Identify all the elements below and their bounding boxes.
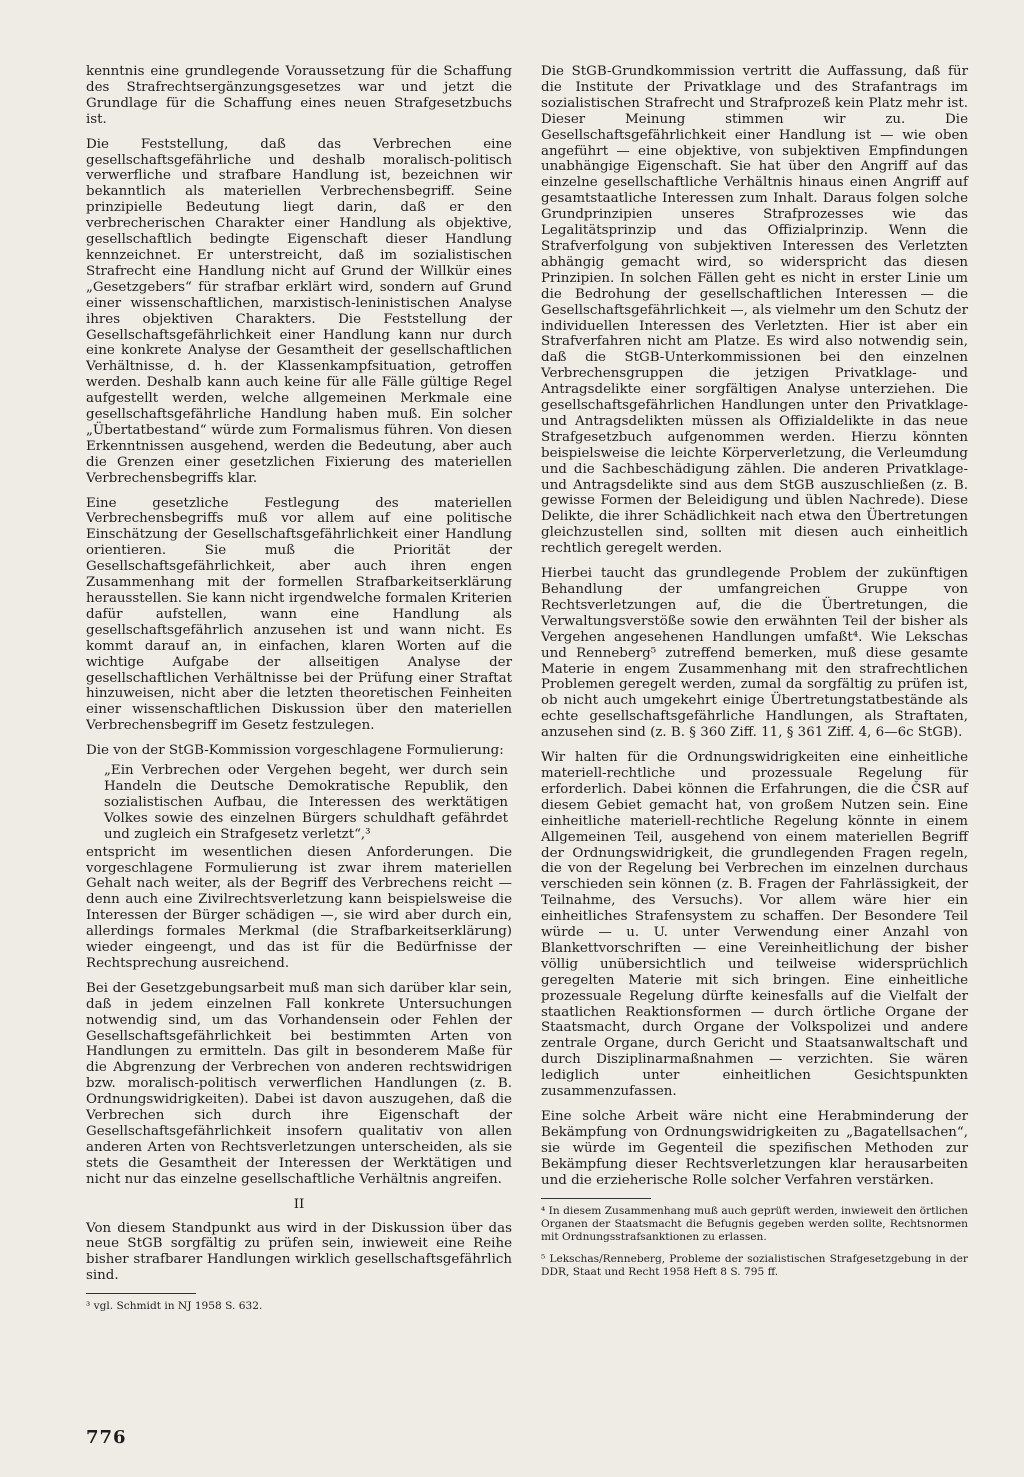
paragraph: Eine solche Arbeit wäre nicht eine Herabminderung der Bekämpfung von Ordnungswidrigkeiten zu „Bagatellsachen“, sie würde im Gegenteil die spezifischen Methoden zur Bekämpfung dieser Rechtsverletzungen klar herausarbeiten und die erzieherische Rolle solcher Verfahren verstärken.	[541, 1109, 968, 1188]
footnote-divider	[541, 1198, 651, 1199]
quote-block: „Ein Verbrechen oder Vergehen begeht, wer durch sein Handeln die Deutsche Demokratische Republik, den sozialistischen Aufbau, die Interessen des werktätigen Volkes sowie des einzelnen Bürgers schuldhaft gefährdet und zugleich ein Strafgesetz verletzt“,³	[104, 763, 508, 842]
footnote-divider	[86, 1293, 196, 1294]
paragraph: Eine gesetzliche Festlegung des materiellen Verbrechensbegriffs muß vor allem auf eine politische Einschätzung der Gesellschaftsgefährlichkeit einer Handlung orientieren. Sie muß die Priorität der Gesellschaftsgefährlichkeit, aber auch ihren engen Zusammenhang mit der formellen Strafbarkeitserklärung herausstellen. Sie kann nicht irgendwelche formalen Kriterien dafür aufstellen, wann eine Handlung als gesellschaftsgefährlich anzusehen ist und wann nicht. Es kommt darauf an, in einfachen, klaren Worten auf die wichtige Aufgabe der allseitigen Analyse der gesellschaftlichen Verhältnisse bei der Prüfung einer Straftat hinzuweisen, nicht aber die letzten theoretischen Feinheiten einer wissenschaftlichen Diskussion über den materiellen Verbrechensbegriff im Gesetz festzulegen.	[86, 495, 512, 734]
paragraph: Die StGB-Grundkommission vertritt die Auffassung, daß für die Institute der Privatklage und des Strafantrags im sozialistischen Strafrecht und Strafprozeß kein Platz mehr ist. Dieser Meinung stimmen wir zu. Die Gesellschaftsgefährlichkeit einer Handlung ist — wie oben angeführt — eine objektive, von subjektiven Empfindungen unabhängige Eigenschaft. Sie hat über den Angriff auf das einzelne gesellschaftliche Verhältnis hinaus einen Angriff auf gesamtstaatliche Interessen zum Inhalt. Daraus folgen solche Grundprinzipien unseres Strafprozesses wie das Legalitätsprinzip und das Offizialprinzip. Wenn die Strafverfolgung von subjektiven Interessen des Verletzten abhängig gemacht wird, so widerspricht das diesen Prinzipien. In solchen Fällen geht es nicht in erster Linie um die Bedrohung der gesellschaftlichen Interessen — die Gesellschaftsgefährlichkeit —, als vielmehr um den Schutz der individuellen Interessen des Verletzten. Hier ist aber ein Strafverfahren nicht am Platze. Es wird also notwendig sein, daß die StGB-Unterkommissionen bei den einzelnen Verbrechensgruppen die jetzigen Privatklage- und Antragsdelikte einer sorgfältigen Analyse unterziehen. Die gesellschaftsgefährlichen Handlungen unter den Privatklage- und Antragsdelikten müssen als Offizialdelikte in das neue Strafgesetzbuch aufgenommen werden. Hierzu könnten beispielsweise die leichte Körperverletzung, die Verleumdung und die Sachbeschädigung zählen. Die anderen Privatklage- und Antragsdelikte sind aus dem StGB auszuschließen (z. B. gewisse Formen der Beleidigung und üblen Nachrede). Diese Delikte, die ihrer Schädlichkeit nach etwa den Übertretungen gleichzustellen sind, sollten mit diesen auch einheitlich rechtlich geregelt werden.	[541, 64, 969, 557]
footnote: ³ vgl. Schmidt in NJ 1958 S. 632.	[86, 1300, 263, 1313]
paragraph: Hierbei taucht das grundlegende Problem der zukünftigen Behandlung der umfangreichen Gruppe von Rechtsverletzungen auf, die die Übertretungen, die Verwaltungsverstöße sowie den erwähnten Teil der bisher als Vergehen angesehenen Handlungen umfaßt⁴. Wie Lekschas und Renneberg⁵ zutreffend bemerken, muß diese gesamte Materie in engem Zusammenhang mit den strafrechtlichen Problemen geregelt werden, zumal da sorgfältig zu prüfen ist, ob nicht auch umgekehrt einige Übertretungstatbestände als echte gesellschaftsgefährliche Handlungen, als Straftaten, anzusehen sind (z. B. § 360 Ziff. 11, § 361 Ziff. 4, 6—6c StGB).	[541, 566, 968, 741]
paragraph: entspricht im wesentlichen diesen Anforderungen. Die vorgeschlagene Formulierung ist zwar ihrem materiellen Gehalt nach weiter, als der Begriff des Verbrechens reicht — denn auch eine Zivilrechtsverletzung kann beispielsweise die Interessen der Bürger schädigen —, sie wird aber durch ein, allerdings formales Merkmal (die Strafbarkeitserklärung) wieder eingeengt, und das ist für die Bedürfnisse der Rechtsprechung ausreichend.	[86, 844, 512, 971]
paragraph: Bei der Gesetzgebungsarbeit muß man sich darüber klar sein, daß in jedem einzelnen Fall konkrete Untersuchungen notwendig sind, um das Vorhandensein oder Fehlen der Gesellschaftsgefährlichkeit bei bestimmten Arten von Handlungen zu ermitteln. Das gilt in besonderem Maße für die Abgrenzung der Verbrechen von anderen rechtswidrigen bzw. moralisch-politisch verwerflichen Handlungen (z. B. Ordnungswidrigkeiten). Dabei ist davon auszugehen, daß die Verbrechen sich durch ihre Eigenschaft der Gesellschaftsgefährlichkeit insofern qualitativ von allen anderen Arten von Rechtsverletzungen unterscheiden, als sie stets die Gesamtheit der Interessen der Werktätigen und nicht nur das einzelne gesellschaftliche Verhältnis angreifen.	[86, 980, 512, 1187]
right-column	[541, 64, 968, 1288]
paragraph: Die Feststellung, daß das Verbrechen eine gesellschaftsgefährliche und deshalb moralisch-politisch verwerfliche und strafbare Handlung ist, bezeichnen wir bekanntlich als materiellen Verbrechensbegriff. Seine prinzipielle Bedeutung liegt darin, daß er den verbrecherischen Charakter einer Handlung als objektive, gesellschaftlich bedingte Eigenschaft dieser Handlung kennzeichnet. Er unterstreicht, daß im sozialistischen Strafrecht eine Handlung nicht auf Grund der Willkür eines „Gesetzgebers“ für strafbar erklärt wird, sondern auf Grund einer wissenschaftlichen, marxistisch-leninistischen Analyse ihres objektiven Charakters. Die Feststellung der Gesellschaftsgefährlichkeit einer Handlung kann nur durch eine konkrete Analyse der Gesamtheit der gesellschaftlichen Verhältnisse, d. h. der Klassenkampfsituation, getroffen werden. Deshalb kann auch keine für alle Fälle gültige Regel aufgestellt werden, welche allgemeinen Merkmale eine gesellschaftsgefährliche Handlung haben muß. Ein solcher „Übertatbestand“ würde zum Formalismus führen. Von diesen Erkenntnissen ausgehend, werden die Bedeutung, aber auch die Grenzen einer gesetzlichen Fixierung des materiellen Verbrechensbegriffs klar.	[86, 136, 512, 486]
paragraph: kenntnis eine grundlegende Voraussetzung für die Schaffung des Strafrechtsergänzungsgesetzes war und jetzt die Grundlage für die Schaffung eines neuen Strafgesetzbuchs ist.	[86, 64, 512, 127]
page-number: 776	[86, 1427, 127, 1448]
paragraph: Die von der StGB-Kommission vorgeschlagene Formulierung:	[86, 743, 504, 759]
section-heading: II	[293, 1196, 305, 1212]
left-column	[86, 64, 512, 1322]
paragraph: Von diesem Standpunkt aus wird in der Diskussion über das neue StGB sorgfältig zu prüfen sein, inwieweit eine Reihe bisher strafbarer Handlungen wirklich gesellschaftsgefährlich sind.	[86, 1220, 512, 1284]
footnote: ⁴ In diesem Zusammenhang muß auch geprüft werden, inwieweit den örtlichen Organen der Staatsmacht die Befugnis gegeben werden sollte, Rechtsnormen mit Ordnungsstrafsanktionen zu erlassen.	[541, 1204, 968, 1243]
footnote: ⁵ Lekschas/Renneberg, Probleme der sozialistischen Strafgesetzgebung in der DDR, Staat und Recht 1958 Heft 8 S. 795 ff.	[541, 1252, 968, 1278]
paragraph: Wir halten für die Ordnungswidrigkeiten eine einheitliche materiell-rechtliche und prozessuale Regelung für erforderlich. Dabei können die Erfahrungen, die die ČSR auf diesem Gebiet gemacht hat, von großem Nutzen sein. Eine einheitliche materiell-rechtliche Regelung könnte in einem Allgemeinen Teil, ausgehend von einem materiellen Begriff der Ordnungswidrigkeit, die grundlegenden Fragen regeln, die von der Regelung bei Verbrechen im einzelnen durchaus verschieden sein können (z. B. Fragen der Fahrlässigkeit, der Teilnahme, des Versuchs). Vor allem wäre hier ein einheitliches Strafensystem zu schaffen. Der Besondere Teil würde — u. U. unter Verwendung einer Anzahl von Blankettvorschriften — eine Vereinheitlichung der bisher völlig unübersichtlich und teilweise widersprüchlich geregelten Materie mit sich bringen. Eine einheitliche prozessuale Regelung dürfte keinesfalls auf die Vielfalt der staatlichen Reaktionsformen — durch örtliche Organe der Staatsmacht, durch Organe der Volkspolizei und andere zentrale Organe, durch Gericht und Staatsanwaltschaft und durch Disziplinarmaßnahmen — verzichten. Sie wären lediglich unter einheitlichen Gesichtspunkten zusammenzufassen.	[541, 750, 968, 1100]
